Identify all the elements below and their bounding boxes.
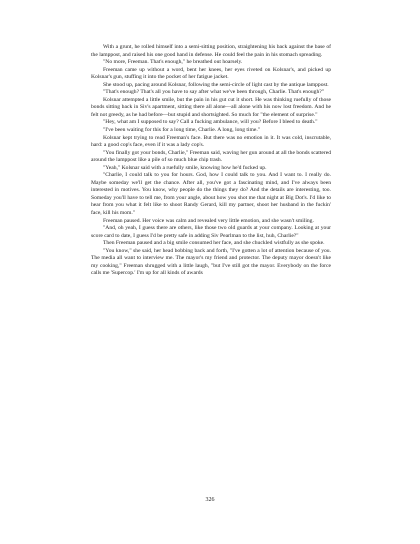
paragraph: Then Freeman paused and a big smile consumed her face, and she chuckled wistfully as she spoke. — [103, 240, 325, 247]
paragraph: Kolsnar attempted a little smile, but the pain in his gut cut it short. He was thinking ruefully of those bonds sitting back in Siv's apartment, sitting there all alone—all alone with his now lost freedom. And he felt not greedy, as he had before—but stupid and shortsighted. So much for "the element of surprise." — [91, 96, 331, 118]
paragraph: "No more, Freeman. That's enough," he breathed out hoarsely. — [103, 59, 243, 66]
paragraph: "And, oh yeah, I guess there are others, like those two old guards at your company. Looking at your score card to date, I guess I'd be pretty safe in adding Siv Pearlman to the list, huh, Charlie?" — [91, 225, 331, 239]
paragraph: Freeman came up without a word, bent her knees, her eyes riveted on Kolsnar's, and picked up Kolsnar's gun, stuffing it into the pocket of her fatigue jacket. — [91, 66, 331, 81]
paragraph: "Charlie, I could talk to you for hours. God, how I could talk to you. And I want to. I really do. Maybe someday we'll get the chance. After all, you've got a fascinating mind, and I've always been interested in motives. You know, why people do the things they do? And the details are interesting, too. Someday you'll have to tell me, from your angle, about how you shot me that night at Big Dot's. I'd like to hear from you what it felt like to shoot Randy Gerard, kill my partner, shoot her husband in the fuckin' face, kill his mom." — [91, 172, 331, 217]
paragraph: "That's enough? That's all you have to say after what we've been through, Charlie. That's enough?" — [103, 89, 325, 96]
paragraph: "Hey, what am I supposed to say? Call a fucking ambulance, will you? Before I bleed to death." — [103, 119, 318, 126]
page-number: 326 — [205, 497, 215, 503]
paragraph: With a grunt, he rolled himself into a semi-sitting position, straightening his back against the base of the lamppost, and raised his one good hand in defense. He could feel the pain in his stomach spreading. — [91, 44, 331, 58]
paragraph: Kolsnar kept trying to read Freeman's face. But there was no emotion in it. It was cold, inscrutable, hard: a good cop's face, even if it was a lady cop's. — [91, 134, 331, 149]
body-text — [91, 44, 331, 278]
paragraph: "I've been waiting for this for a long time, Charlie. A long, long time." — [103, 127, 261, 134]
paragraph: She stood up, pacing around Kolsnar, following the semi-circle of light cast by the antique lamppost. — [103, 81, 329, 88]
paragraph: Freeman paused. Her voice was calm and revealed very little emotion, and she wasn't smiling. — [103, 217, 314, 224]
paragraph: "Yeah," Kolsnar said with a ruefully smile, knowing how he'd fucked up. — [103, 164, 267, 171]
paragraph: "You finally got your bonds, Charlie," Freeman said, waving her gun around at all the bonds scattered around the lamppost like a pile of so much blue chip trash. — [91, 149, 331, 164]
paragraph: "You know," she said, her head bobbing back and forth, "I've gotten a lot of attention because of you. The media all want to interview me. The mayor's my friend and protector. The deputy mayor doesn't like my cooking," Freeman shrugged with a little laugh, "but I've still got the mayor. Everybody on the force calls me 'Supercop.' I'm up for all kinds of awards — [91, 247, 331, 277]
